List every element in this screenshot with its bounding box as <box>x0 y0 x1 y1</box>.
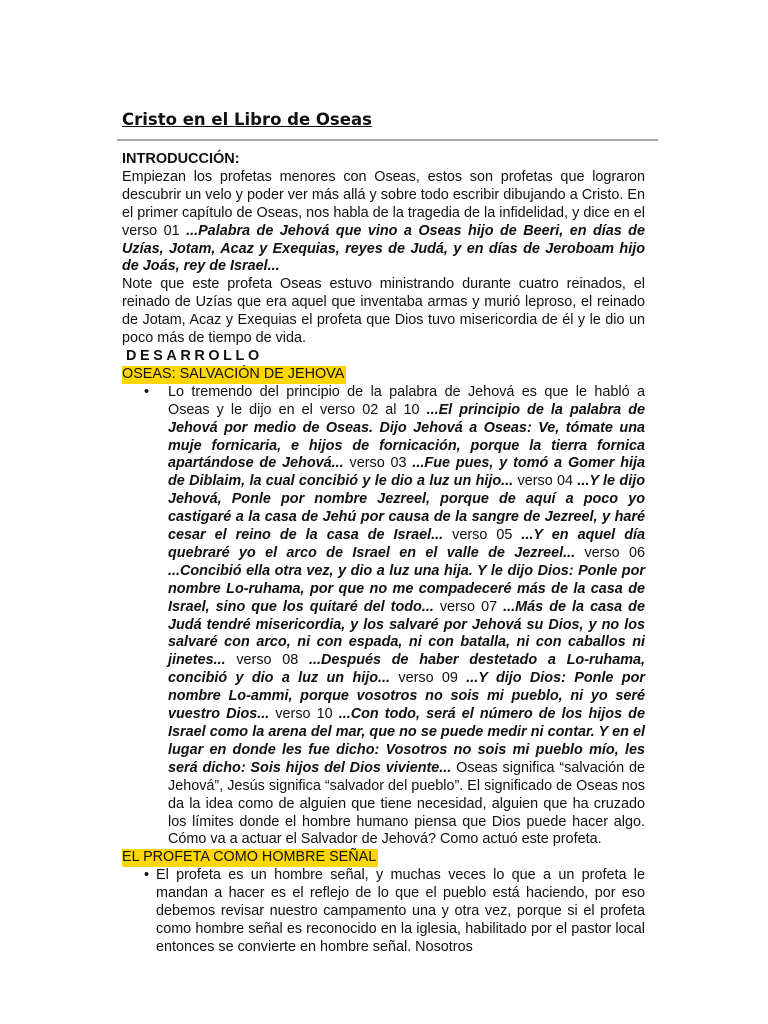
intro-paragraph-2: Note que este profeta Oseas estuvo ministrando durante cuatro reinados, el reinado de Uzías que era aquel que inventaba armas y murió leproso, el reinado de Jotam, Acaz y Exequias el profeta que Dios tuvo misericordia de él y le dio un poco más de tiempo de vida. <box>122 276 645 347</box>
section-oseas-heading: OSEAS: SALVACIÓN DE JEHOVA <box>122 365 345 382</box>
verse-quote: ...El principio de la palabra de Jehová por medio de Oseas. Dijo Jehová a Oseas: Ve, tómate una muje fornicaria, e hijos de fornicación, porque la tierra fornica apartándose de Jehová... <box>168 401 645 472</box>
verse-ref: verso 07 <box>433 598 504 615</box>
verse-quote: ...Con todo, será el número de los hijos de Israel como la arena del mar, que no se puede medir ni contar. Y en el lugar en donde les fue dicho: Vosotros no sois mi pueblo mío, les será dicho: Sois hijos del Dios viviente... <box>168 706 645 776</box>
intro-heading: INTRODUCCIÓN: <box>122 151 240 167</box>
section-hombre-senal-heading: EL PROFETA COMO HOMBRE SEÑAL <box>122 849 377 866</box>
verse-quote: ...Y en aquel día quebraré yo el arco de Israel en el valle de Jezreel... <box>168 527 645 561</box>
verse-ref: verso 08 <box>225 652 310 669</box>
verse-quote: ...Fue pues, y tomó a Gomer hija de Diblaim, la cual concibió y le dio a luz un hijo... <box>168 455 645 490</box>
section-oseas-bullet-item <box>122 384 645 850</box>
verse-quote: ...Más de la casa de Judá tendré misericordia, y los salvaré por Jehová su Dios, y no los salvaré con arco, ni con espada, ni con batalla, ni con caballos ni jinetes... <box>168 598 645 669</box>
intro-text: Empiezan los profetas menores con Oseas, estos son profetas que lograron descubrir un velo y poder ver más allá y sobre todo escribir dibujando a Cristo. En el primer capítulo de Oseas, nos habla de la tragedia de la infidelidad, y dice en el verso 01 <box>122 168 645 239</box>
verse-quote: ...Después de haber destetado a Lo-ruhama, concibió y dio a luz un hijo... <box>168 652 645 687</box>
section-hombre-senal <box>122 849 645 956</box>
section-hombre-senal-bullet-item <box>122 867 645 957</box>
verse-quote: ...Y le dijo Jehová, Ponle por nombre Jezreel, porque de aquí a poco yo castigaré a la casa de Jehú por causa de la sangre de Jezreel, y haré cesar el reino de la casa de Israel... <box>168 473 645 544</box>
document-page <box>122 104 645 957</box>
verse-ref: verso 05 <box>443 527 522 544</box>
text-run: Oseas significa “salvación de Jehová”, Jesús significa “salvador del pueblo”. El significado de Oseas nos da la idea como de alguien que tiene necesidad, alguien que ha cruzado los límites donde el hombre humano piensa que Dios puede hacer algo. Cómo va a actuar el Salvador de Jehová? Como actuó este profeta. <box>168 759 645 848</box>
bullet-icon: • <box>144 383 150 400</box>
verse-quote: ...Concibió ella otra vez, y dio a luz una hija. Y le dijo Dios: Ponle por nombre Lo-ruhama, por que no me compadeceré más de la casa de Israel, sino que los quitaré del todo... <box>168 562 645 615</box>
verse-ref: verso 09 <box>390 670 467 687</box>
desarrollo-heading: DESARROLLO <box>126 347 263 364</box>
verse-ref: verso 06 <box>575 544 645 561</box>
verse-ref: verso 04 <box>513 473 578 490</box>
bullet-icon: • <box>144 867 150 884</box>
text-run: Lo tremendo del principio de la palabra de Jehová es que le habló a Oseas y le dijo en el verso 02 al 10 <box>168 383 645 418</box>
verse-ref: verso 10 <box>269 706 339 723</box>
verse-ref: verso 03 <box>343 455 413 472</box>
verse-quote: ...Y dijo Dios: Ponle por nombre Lo-ammi, porque vosotros no sois mi pueblo, ni yo seré vuestro Dios... <box>168 670 645 723</box>
intro-verse-quote: ...Palabra de Jehová que vino a Oseas hijo de Beeri, en días de Uzías, Jotam, Acaz y Exequias, reyes de Judá, y en días de Jeroboam hijo de Joás, rey de Israel... <box>122 222 645 275</box>
section-oseas <box>122 366 645 849</box>
page-title: Cristo en el Libro de Oseas <box>122 110 372 129</box>
text-run: El profeta es un hombre señal, y muchas veces lo que a un profeta le mandan a hacer es el reflejo de lo que el pueblo está haciendo, por eso debemos revisar nuestro campamento una y otra vez, porque si el profeta como hombre señal es reconocido en la iglesia, habilitado por el pastor local entonces se convierte en hombre señal. Nosotros <box>156 867 645 955</box>
intro-paragraph <box>122 169 645 276</box>
